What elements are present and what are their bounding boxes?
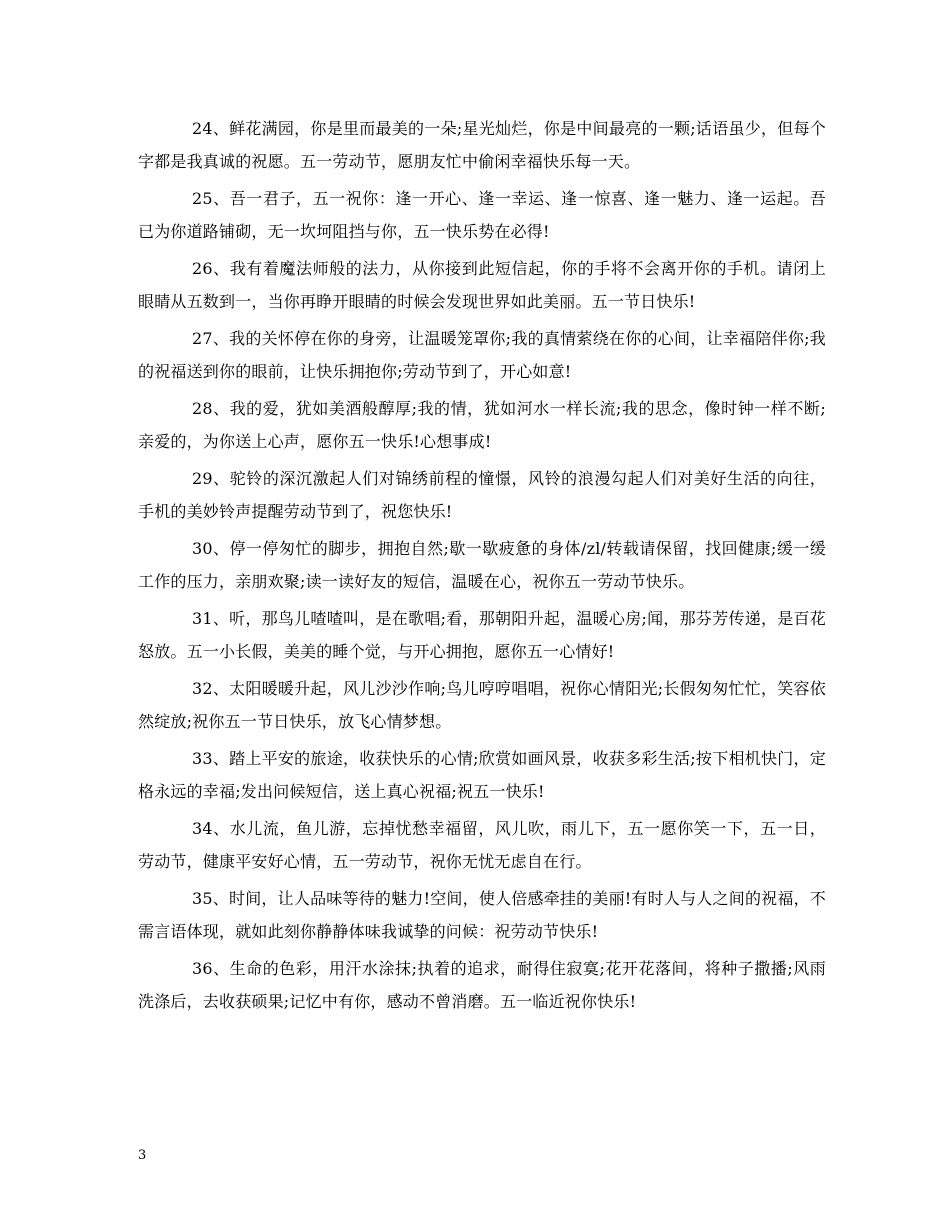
page-number: 3 [138, 1148, 147, 1163]
paragraph-25: 25、吾一君子，五一祝你：逢一开心、逢一幸运、逢一惊喜、逢一魅力、逢一运起。吾已为你道路铺砌，无一坎坷阻挡与你，五一快乐势在必得! [138, 189, 826, 241]
paragraph-30: 30、停一停匆忙的脚步，拥抱自然;歇一歇疲惫的身体/zl/转载请保留，找回健康;缓一缓工作的压力，亲朋欢聚;读一读好友的短信，温暖在心，祝你五一劳动节快乐。 [138, 539, 826, 591]
paragraph-27: 27、我的关怀停在你的身旁，让温暖笼罩你;我的真情萦绕在你的心间，让幸福陪伴你;我的祝福送到你的眼前，让快乐拥抱你;劳动节到了，开心如意! [138, 329, 826, 381]
paragraph-31: 31、听，那鸟儿喳喳叫，是在歌唱;看，那朝阳升起，温暖心房;闻，那芬芳传递，是百花怒放。五一小长假，美美的睡个觉，与开心拥抱，愿你五一心情好! [138, 609, 826, 661]
paragraph-29: 29、驼铃的深沉激起人们对锦绣前程的憧憬，风铃的浪漫勾起人们对美好生活的向往，手机的美妙铃声提醒劳动节到了，祝您快乐! [138, 469, 826, 521]
paragraph-26: 26、我有着魔法师般的法力，从你接到此短信起，你的手将不会离开你的手机。请闭上眼睛从五数到一，当你再睁开眼睛的时候会发现世界如此美丽。五一节日快乐! [138, 259, 826, 311]
paragraph-36: 36、生命的色彩，用汗水涂抹;执着的追求，耐得住寂寞;花开花落间，将种子撒播;风雨洗涤后，去收获硕果;记忆中有你，感动不曾消磨。五一临近祝你快乐! [138, 959, 826, 1011]
paragraph-32: 32、太阳暖暖升起，风儿沙沙作响;鸟儿哼哼唱唱，祝你心情阳光;长假匆匆忙忙，笑容依然绽放;祝你五一节日快乐，放飞心情梦想。 [138, 679, 826, 731]
document-body [138, 112, 826, 1022]
paragraph-35: 35、时间，让人品味等待的魅力!空间，使人倍感牵挂的美丽!有时人与人之间的祝福，不需言语体现，就如此刻你静静体味我诚挚的问候：祝劳动节快乐! [138, 889, 826, 941]
paragraph-28: 28、我的爱，犹如美酒般醇厚;我的情，犹如河水一样长流;我的思念，像时钟一样不断;亲爱的，为你送上心声，愿你五一快乐!心想事成! [138, 399, 826, 451]
paragraph-34: 34、水儿流，鱼儿游，忘掉忧愁幸福留，风儿吹，雨儿下，五一愿你笑一下，五一日，劳动节，健康平安好心情，五一劳动节，祝你无忧无虑自在行。 [138, 819, 826, 871]
paragraph-33: 33、踏上平安的旅途，收获快乐的心情;欣赏如画风景，收获多彩生活;按下相机快门，定格永远的幸福;发出问候短信，送上真心祝福;祝五一快乐! [138, 749, 826, 801]
paragraph-24: 24、鲜花满园，你是里而最美的一朵;星光灿烂，你是中间最亮的一颗;话语虽少，但每个字都是我真诚的祝愿。五一劳动节，愿朋友忙中偷闲幸福快乐每一天。 [138, 119, 826, 171]
